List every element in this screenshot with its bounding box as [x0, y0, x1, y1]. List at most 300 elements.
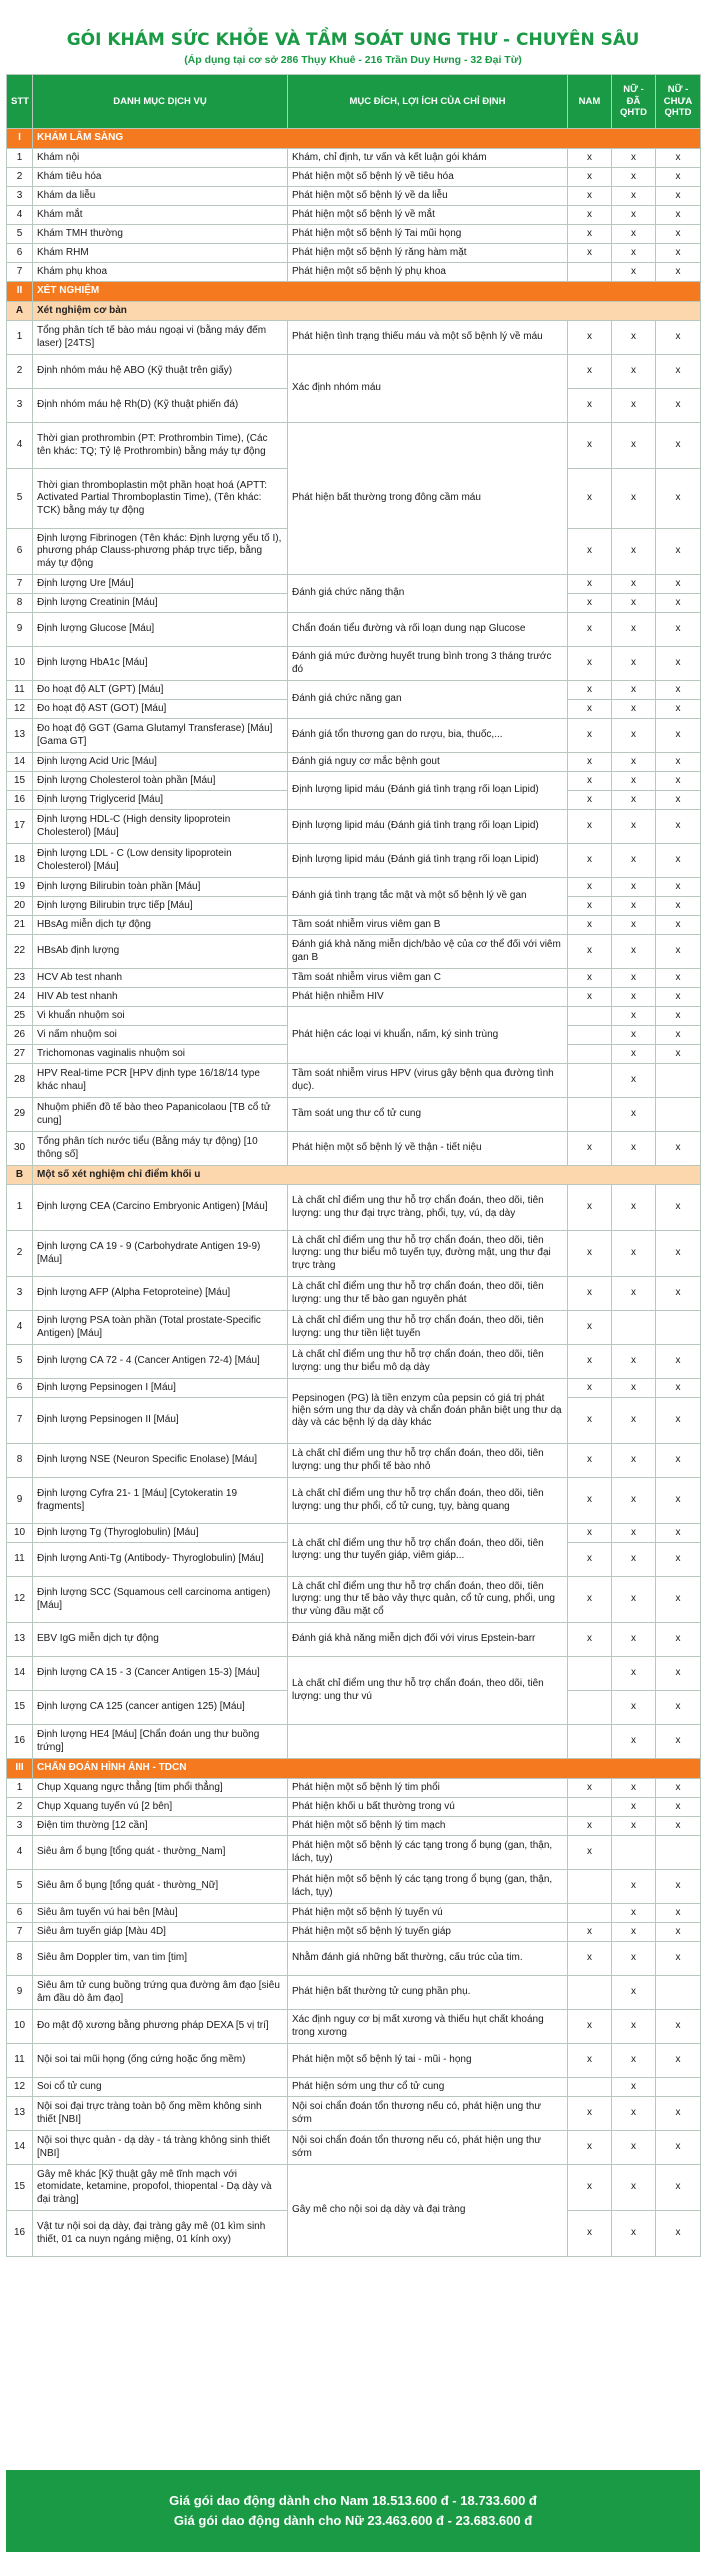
- mark-female-inactive: x: [656, 1657, 701, 1691]
- mark-male: x: [568, 916, 612, 935]
- service-name: HIV Ab test nhanh: [33, 988, 288, 1007]
- row-number: 13: [7, 719, 33, 753]
- mark-female-active: x: [612, 1132, 656, 1166]
- mark-female-inactive: [656, 2078, 701, 2097]
- row-number: 4: [7, 423, 33, 469]
- row-number: 12: [7, 1577, 33, 1623]
- purpose-text: Đánh giá mức đường huyết trung bình trong 3 tháng trước đó: [288, 647, 568, 681]
- mark-female-inactive: x: [656, 844, 701, 878]
- service-name: Định lượng PSA toàn phần (Total prostate-Specific Antigen) [Máu]: [33, 1311, 288, 1345]
- row-number: 13: [7, 2097, 33, 2131]
- mark-female-inactive: x: [656, 575, 701, 594]
- row-number: 1: [7, 1185, 33, 1231]
- row-number: 17: [7, 810, 33, 844]
- table-row: [7, 1379, 701, 1398]
- table-row: [7, 2131, 701, 2165]
- mark-female-inactive: x: [656, 1870, 701, 1904]
- table-row: [7, 1798, 701, 1817]
- purpose-text: Định lượng lipid máu (Đánh giá tình trạng rối loạn Lipid): [288, 772, 568, 810]
- table-row: [7, 1725, 701, 1759]
- purpose-text: Đánh giá khả năng miễn dịch đối với virus Epstein-barr: [288, 1623, 568, 1657]
- row-number: 16: [7, 791, 33, 810]
- mark-female-active: x: [612, 2078, 656, 2097]
- service-name: Tổng phân tích tế bào máu ngoại vi (bằng máy đếm laser) [24TS]: [33, 321, 288, 355]
- table-row: [7, 355, 701, 389]
- mark-female-inactive: x: [656, 168, 701, 187]
- service-name: Đo hoạt độ ALT (GPT) [Máu]: [33, 681, 288, 700]
- row-number: 8: [7, 1942, 33, 1976]
- mark-male: x: [568, 355, 612, 389]
- purpose-text: Gây mê cho nội soi dạ dày và đại tràng: [288, 2165, 568, 2257]
- row-number: 7: [7, 263, 33, 282]
- service-name: Vi khuẩn nhuộm soi: [33, 1007, 288, 1026]
- row-number: 5: [7, 1870, 33, 1904]
- table-row: [7, 2010, 701, 2044]
- purpose-text: Phát hiện một số bệnh lý Tai mũi họng: [288, 225, 568, 244]
- service-name: Định nhóm máu hệ Rh(D) (Kỹ thuật phiến đá): [33, 389, 288, 423]
- table-row: [7, 1976, 701, 2010]
- service-name: Định lượng LDL - C (Low density lipoprotein Cholesterol) [Máu]: [33, 844, 288, 878]
- row-number: 7: [7, 1398, 33, 1444]
- service-name: Định lượng Tg (Thyroglobulin) [Máu]: [33, 1524, 288, 1543]
- table-row: [7, 878, 701, 897]
- mark-female-active: x: [612, 969, 656, 988]
- mark-female-active: x: [612, 1345, 656, 1379]
- mark-female-active: x: [612, 1045, 656, 1064]
- service-name: Định lượng Glucose [Máu]: [33, 613, 288, 647]
- mark-male: x: [568, 469, 612, 529]
- row-number: 5: [7, 225, 33, 244]
- mark-female-active: x: [612, 1543, 656, 1577]
- mark-female-active: x: [612, 1817, 656, 1836]
- row-number: 12: [7, 700, 33, 719]
- mark-female-inactive: x: [656, 263, 701, 282]
- row-number: 10: [7, 1524, 33, 1543]
- mark-female-active: x: [612, 772, 656, 791]
- table-row: [7, 1577, 701, 1623]
- mark-female-active: x: [612, 2044, 656, 2078]
- service-name: Điện tim thường [12 cần]: [33, 1817, 288, 1836]
- mark-male: x: [568, 575, 612, 594]
- mark-female-active: x: [612, 1098, 656, 1132]
- mark-female-inactive: x: [656, 2211, 701, 2257]
- service-name: Khám tiêu hóa: [33, 168, 288, 187]
- mark-male: x: [568, 935, 612, 969]
- row-number: 6: [7, 244, 33, 263]
- col-female-inactive: NỮ - CHƯA QHTD: [656, 75, 701, 129]
- service-name: Định lượng Bilirubin toàn phần [Máu]: [33, 878, 288, 897]
- mark-female-inactive: x: [656, 1623, 701, 1657]
- mark-female-active: x: [612, 1779, 656, 1798]
- table-row: [7, 772, 701, 791]
- purpose-text: Đánh giá tổn thương gan do rượu, bia, thuốc,...: [288, 719, 568, 753]
- mark-male: x: [568, 681, 612, 700]
- table-row: [7, 1942, 701, 1976]
- mark-male: x: [568, 244, 612, 263]
- purpose-text: Phát hiện một số bệnh lý tim mạch: [288, 1817, 568, 1836]
- mark-female-active: x: [612, 613, 656, 647]
- service-name: Định lượng CA 72 - 4 (Cancer Antigen 72-4) [Máu]: [33, 1345, 288, 1379]
- row-number: 28: [7, 1064, 33, 1098]
- mark-male: x: [568, 969, 612, 988]
- row-number: 3: [7, 1277, 33, 1311]
- service-name: Khám da liễu: [33, 187, 288, 206]
- section-title: Một số xét nghiệm chỉ điểm khối u: [33, 1166, 701, 1185]
- purpose-text: Là chất chỉ điểm ung thư hỗ trợ chẩn đoán, theo dõi, tiên lượng: ung thư biểu mô dạ dày: [288, 1345, 568, 1379]
- mark-female-active: x: [612, 263, 656, 282]
- page-subtitle: (Áp dụng tại cơ sở 286 Thụy Khuê - 216 Trần Duy Hưng - 32 Đại Từ): [184, 54, 522, 66]
- row-number: 19: [7, 878, 33, 897]
- mark-male: x: [568, 1543, 612, 1577]
- service-name: Định lượng HDL-C (High density lipoprotein Cholesterol) [Máu]: [33, 810, 288, 844]
- service-name: Khám RHM: [33, 244, 288, 263]
- service-name: Định lượng Creatinin [Máu]: [33, 594, 288, 613]
- col-purpose: MỤC ĐÍCH, LỢI ÍCH CỦA CHỈ ĐỊNH: [288, 75, 568, 129]
- row-number: 22: [7, 935, 33, 969]
- mark-male: x: [568, 2010, 612, 2044]
- purpose-text: Phát hiện một số bệnh lý về da liễu: [288, 187, 568, 206]
- mark-male: [568, 2078, 612, 2097]
- mark-male: [568, 1691, 612, 1725]
- mark-female-active: x: [612, 844, 656, 878]
- mark-female-active: x: [612, 389, 656, 423]
- row-number: 4: [7, 1836, 33, 1870]
- mark-male: x: [568, 1132, 612, 1166]
- service-name: Siêu âm tuyến vú hai bên [Màu]: [33, 1904, 288, 1923]
- mark-female-active: x: [612, 1444, 656, 1478]
- mark-female-active: x: [612, 1942, 656, 1976]
- service-name: Nhuộm phiến đồ tế bào theo Papanicolaou [TB cổ tử cung]: [33, 1098, 288, 1132]
- service-name: Khám mắt: [33, 206, 288, 225]
- service-name: Định lượng Cholesterol toàn phần [Máu]: [33, 772, 288, 791]
- table-row: [7, 225, 701, 244]
- service-name: Thời gian thromboplastin một phần hoạt hoá (APTT: Activated Partial Thromboplastin Time), (Tên khác: TCK) bằng máy tự động: [33, 469, 288, 529]
- mark-female-inactive: x: [656, 2097, 701, 2131]
- service-name: Vi nấm nhuộm soi: [33, 1026, 288, 1045]
- mark-male: x: [568, 1478, 612, 1524]
- table-row: [7, 1132, 701, 1166]
- purpose-text: Là chất chỉ điểm ung thư hỗ trợ chẩn đoán, theo dõi, tiên lượng: ung thư phổi, cổ tử cung, tụy, bàng quang: [288, 1478, 568, 1524]
- service-name: Định lượng CA 125 (cancer antigen 125) [Máu]: [33, 1691, 288, 1725]
- purpose-text: Phát hiện một số bệnh lý về tiêu hóa: [288, 168, 568, 187]
- row-number: 10: [7, 2010, 33, 2044]
- row-number: 3: [7, 389, 33, 423]
- service-name: Vật tư nội soi dạ dày, đại tràng gây mê (01 kìm sinh thiết, 01 ca nuyn ngáng miệng, 01 kính oxy): [33, 2211, 288, 2257]
- purpose-text: Phát hiện một số bệnh lý về mắt: [288, 206, 568, 225]
- purpose-text: Nội soi chẩn đoán tổn thương nếu có, phát hiện ung thư sớm: [288, 2131, 568, 2165]
- mark-female-active: x: [612, 810, 656, 844]
- row-number: 26: [7, 1026, 33, 1045]
- row-number: 14: [7, 1657, 33, 1691]
- mark-female-inactive: x: [656, 2010, 701, 2044]
- purpose-text: Phát hiện các loại vi khuẩn, nấm, ký sinh trùng: [288, 1007, 568, 1064]
- purpose-text: Phát hiện một số bệnh lý phụ khoa: [288, 263, 568, 282]
- service-name: Nội soi tai mũi họng (ống cứng hoặc ống mềm): [33, 2044, 288, 2078]
- service-name: HCV Ab test nhanh: [33, 969, 288, 988]
- table-row: [7, 1870, 701, 1904]
- mark-female-active: x: [612, 1478, 656, 1524]
- table-row: [7, 1657, 701, 1691]
- mark-female-inactive: x: [656, 423, 701, 469]
- table-row: [7, 1779, 701, 1798]
- table-row: [7, 1904, 701, 1923]
- service-name: Tổng phân tích nước tiểu (Bằng máy tự động) [10 thông số]: [33, 1132, 288, 1166]
- mark-male: [568, 1007, 612, 1026]
- mark-male: x: [568, 225, 612, 244]
- mark-male: x: [568, 897, 612, 916]
- service-name: Định lượng Triglycerid [Máu]: [33, 791, 288, 810]
- mark-female-inactive: x: [656, 1444, 701, 1478]
- mark-female-active: x: [612, 225, 656, 244]
- mark-female-active: x: [612, 988, 656, 1007]
- row-number: 16: [7, 1725, 33, 1759]
- service-name: Siêu âm Doppler tim, van tim [tim]: [33, 1942, 288, 1976]
- mark-female-active: x: [612, 1870, 656, 1904]
- table-row: [7, 613, 701, 647]
- mark-female-inactive: x: [656, 321, 701, 355]
- mark-male: x: [568, 613, 612, 647]
- service-name: Trichomonas vaginalis nhuộm soi: [33, 1045, 288, 1064]
- mark-female-active: x: [612, 321, 656, 355]
- table-row: [7, 263, 701, 282]
- row-number: 2: [7, 355, 33, 389]
- row-number: 2: [7, 1231, 33, 1277]
- purpose-text: Phát hiện một số bệnh lý răng hàm mặt: [288, 244, 568, 263]
- mark-female-inactive: x: [656, 772, 701, 791]
- row-number: 15: [7, 2165, 33, 2211]
- table-row: [7, 916, 701, 935]
- service-name: Định lượng Bilirubin trực tiếp [Máu]: [33, 897, 288, 916]
- purpose-text: Khám, chỉ định, tư vấn và kết luận gói khám: [288, 149, 568, 168]
- table-row: [7, 1478, 701, 1524]
- mark-female-active: x: [612, 1904, 656, 1923]
- section-number: II: [7, 282, 33, 302]
- row-number: 11: [7, 1543, 33, 1577]
- table-row: [7, 753, 701, 772]
- mark-male: x: [568, 1185, 612, 1231]
- mark-female-active: x: [612, 1657, 656, 1691]
- mark-male: x: [568, 529, 612, 575]
- service-name: Định lượng Fibrinogen (Tên khác: Định lượng yếu tố I), phương pháp Clauss-phương pháp trực tiếp, bằng máy tự động: [33, 529, 288, 575]
- section-title: KHÁM LÂM SÀNG: [33, 129, 701, 149]
- mark-male: x: [568, 2211, 612, 2257]
- row-number: 9: [7, 1976, 33, 2010]
- row-number: 7: [7, 575, 33, 594]
- purpose-text: Là chất chỉ điểm ung thư hỗ trợ chẩn đoán, theo dõi, tiên lượng: ung thư tuyến giáp, viêm giáp...: [288, 1524, 568, 1577]
- mark-male: x: [568, 2044, 612, 2078]
- mark-female-inactive: x: [656, 1779, 701, 1798]
- mark-female-active: x: [612, 1379, 656, 1398]
- mark-male: x: [568, 1379, 612, 1398]
- table-row: [7, 1231, 701, 1277]
- table-row: [7, 681, 701, 700]
- mark-female-active: x: [612, 244, 656, 263]
- mark-female-active: x: [612, 878, 656, 897]
- service-name: Thời gian prothrombin (PT: Prothrombin Time), (Các tên khác: TQ; Tỷ lệ Prothrombin) bằng máy tự động: [33, 423, 288, 469]
- mark-female-inactive: x: [656, 969, 701, 988]
- mark-female-inactive: x: [656, 719, 701, 753]
- mark-female-active: x: [612, 355, 656, 389]
- mark-female-inactive: x: [656, 1691, 701, 1725]
- mark-male: [568, 1064, 612, 1098]
- table-row: [7, 244, 701, 263]
- table-row: [7, 2097, 701, 2131]
- mark-female-inactive: x: [656, 355, 701, 389]
- purpose-text: Phát hiện một số bệnh lý tuyến giáp: [288, 1923, 568, 1942]
- mark-male: [568, 1026, 612, 1045]
- purpose-text: Phát hiện một số bệnh lý tai - mũi - họng: [288, 2044, 568, 2078]
- purpose-text: Đánh giá chức năng thận: [288, 575, 568, 613]
- row-number: 29: [7, 1098, 33, 1132]
- purpose-text: Định lượng lipid máu (Đánh giá tình trạng rối loạn Lipid): [288, 844, 568, 878]
- col-stt: STT: [7, 75, 33, 129]
- section-title: Xét nghiệm cơ bản: [33, 302, 701, 321]
- table-row: [7, 1345, 701, 1379]
- section-row: [7, 129, 701, 149]
- service-name: Đo mật độ xương bằng phương pháp DEXA [5 vị trí]: [33, 2010, 288, 2044]
- row-number: 2: [7, 1798, 33, 1817]
- purpose-text: [288, 1725, 568, 1759]
- mark-male: x: [568, 700, 612, 719]
- mark-female-active: x: [612, 423, 656, 469]
- section-row: [7, 1759, 701, 1779]
- table-row: [7, 321, 701, 355]
- section-number: B: [7, 1166, 33, 1185]
- purpose-text: Nhằm đánh giá những bất thường, cấu trúc của tim.: [288, 1942, 568, 1976]
- col-female-active: NỮ - ĐÃ QHTD: [612, 75, 656, 129]
- service-name: Định lượng Pepsinogen I [Máu]: [33, 1379, 288, 1398]
- row-number: 20: [7, 897, 33, 916]
- mark-female-active: x: [612, 1923, 656, 1942]
- mark-female-inactive: x: [656, 810, 701, 844]
- section-number: I: [7, 129, 33, 149]
- purpose-text: Phát hiện bất thường tử cung phần phụ.: [288, 1976, 568, 2010]
- mark-female-active: x: [612, 168, 656, 187]
- service-name: Định lượng CA 19 - 9 (Carbohydrate Antigen 19-9) [Máu]: [33, 1231, 288, 1277]
- mark-female-active: x: [612, 1231, 656, 1277]
- mark-female-inactive: x: [656, 594, 701, 613]
- purpose-text: Là chất chỉ điểm ung thư hỗ trợ chẩn đoán, theo dõi, tiên lượng: ung thư phổi tế bào nhỏ: [288, 1444, 568, 1478]
- mark-female-active: x: [612, 681, 656, 700]
- service-name: Soi cổ tử cung: [33, 2078, 288, 2097]
- mark-female-active: x: [612, 2097, 656, 2131]
- mark-male: [568, 1976, 612, 2010]
- mark-male: x: [568, 988, 612, 1007]
- mark-male: x: [568, 844, 612, 878]
- mark-female-active: x: [612, 575, 656, 594]
- mark-male: x: [568, 389, 612, 423]
- mark-female-inactive: x: [656, 225, 701, 244]
- mark-male: x: [568, 1817, 612, 1836]
- mark-female-active: x: [612, 1976, 656, 2010]
- mark-female-active: x: [612, 187, 656, 206]
- mark-female-active: x: [612, 469, 656, 529]
- mark-male: [568, 263, 612, 282]
- mark-female-active: x: [612, 149, 656, 168]
- table-row: [7, 935, 701, 969]
- mark-female-active: x: [612, 2010, 656, 2044]
- row-number: 8: [7, 594, 33, 613]
- service-name: Định lượng HbA1c [Máu]: [33, 647, 288, 681]
- table-row: [7, 647, 701, 681]
- mark-female-inactive: x: [656, 1398, 701, 1444]
- mark-female-active: x: [612, 1007, 656, 1026]
- mark-female-inactive: x: [656, 2131, 701, 2165]
- mark-female-inactive: x: [656, 1577, 701, 1623]
- table-row: [7, 2044, 701, 2078]
- section-title: XÉT NGHIỆM: [33, 282, 701, 302]
- mark-female-active: x: [612, 700, 656, 719]
- service-name: HBsAg miễn dịch tự động: [33, 916, 288, 935]
- row-number: 6: [7, 529, 33, 575]
- service-name: Chụp Xquang tuyến vú [2 bên]: [33, 1798, 288, 1817]
- mark-female-inactive: x: [656, 149, 701, 168]
- mark-female-active: x: [612, 1277, 656, 1311]
- mark-female-inactive: x: [656, 988, 701, 1007]
- purpose-text: Phát hiện bất thường trong đông cầm máu: [288, 423, 568, 575]
- mark-female-inactive: x: [656, 187, 701, 206]
- mark-female-inactive: x: [656, 1478, 701, 1524]
- mark-male: x: [568, 878, 612, 897]
- mark-male: x: [568, 772, 612, 791]
- mark-female-inactive: x: [656, 1798, 701, 1817]
- row-number: 5: [7, 1345, 33, 1379]
- mark-female-active: x: [612, 1725, 656, 1759]
- mark-female-inactive: x: [656, 389, 701, 423]
- table-row: [7, 1277, 701, 1311]
- service-name: Định lượng Pepsinogen II [Máu]: [33, 1398, 288, 1444]
- purpose-text: Phát hiện khối u bất thường trong vú: [288, 1798, 568, 1817]
- row-number: 1: [7, 1779, 33, 1798]
- mark-male: x: [568, 810, 612, 844]
- service-name: Chụp Xquang ngực thẳng [tim phổi thẳng]: [33, 1779, 288, 1798]
- purpose-text: Là chất chỉ điểm ung thư hỗ trợ chẩn đoán, theo dõi, tiên lượng: ung thư vú: [288, 1657, 568, 1725]
- row-number: 1: [7, 149, 33, 168]
- table-row: [7, 1444, 701, 1478]
- purpose-text: Đánh giá chức năng gan: [288, 681, 568, 719]
- mark-female-inactive: x: [656, 878, 701, 897]
- purpose-text: Phát hiện sớm ung thư cổ tử cung: [288, 2078, 568, 2097]
- purpose-text: Phát hiện một số bệnh lý tuyến vú: [288, 1904, 568, 1923]
- mark-male: x: [568, 2097, 612, 2131]
- row-number: 27: [7, 1045, 33, 1064]
- mark-female-inactive: x: [656, 1007, 701, 1026]
- table-row: [7, 2165, 701, 2211]
- mark-male: x: [568, 2131, 612, 2165]
- table-row: [7, 1098, 701, 1132]
- service-name: Định lượng AFP (Alpha Fetoproteine) [Máu]: [33, 1277, 288, 1311]
- service-name: Khám phụ khoa: [33, 263, 288, 282]
- mark-female-active: x: [612, 1524, 656, 1543]
- service-name: Siêu âm tử cung buồng trứng qua đường âm đạo [siêu âm đầu dò âm đạo]: [33, 1976, 288, 2010]
- service-name: Đo hoạt độ AST (GOT) [Máu]: [33, 700, 288, 719]
- row-number: 6: [7, 1904, 33, 1923]
- purpose-text: Đánh giá nguy cơ mắc bệnh gout: [288, 753, 568, 772]
- row-number: 12: [7, 2078, 33, 2097]
- mark-female-active: x: [612, 791, 656, 810]
- price-male: Giá gói dao động dành cho Nam 18.513.600 đ - 18.733.600 đ: [169, 2492, 537, 2508]
- service-name: Định lượng Acid Uric [Máu]: [33, 753, 288, 772]
- row-number: 24: [7, 988, 33, 1007]
- mark-female-inactive: x: [656, 1277, 701, 1311]
- mark-male: [568, 1798, 612, 1817]
- service-name: Siêu âm ổ bụng [tổng quát - thường_Nam]: [33, 1836, 288, 1870]
- table-row: [7, 1836, 701, 1870]
- mark-female-inactive: x: [656, 206, 701, 225]
- purpose-text: Phát hiện một số bệnh lý các tạng trong ổ bụng (gan, thận, lách, tụy): [288, 1870, 568, 1904]
- mark-male: [568, 1904, 612, 1923]
- table-header: [7, 75, 701, 129]
